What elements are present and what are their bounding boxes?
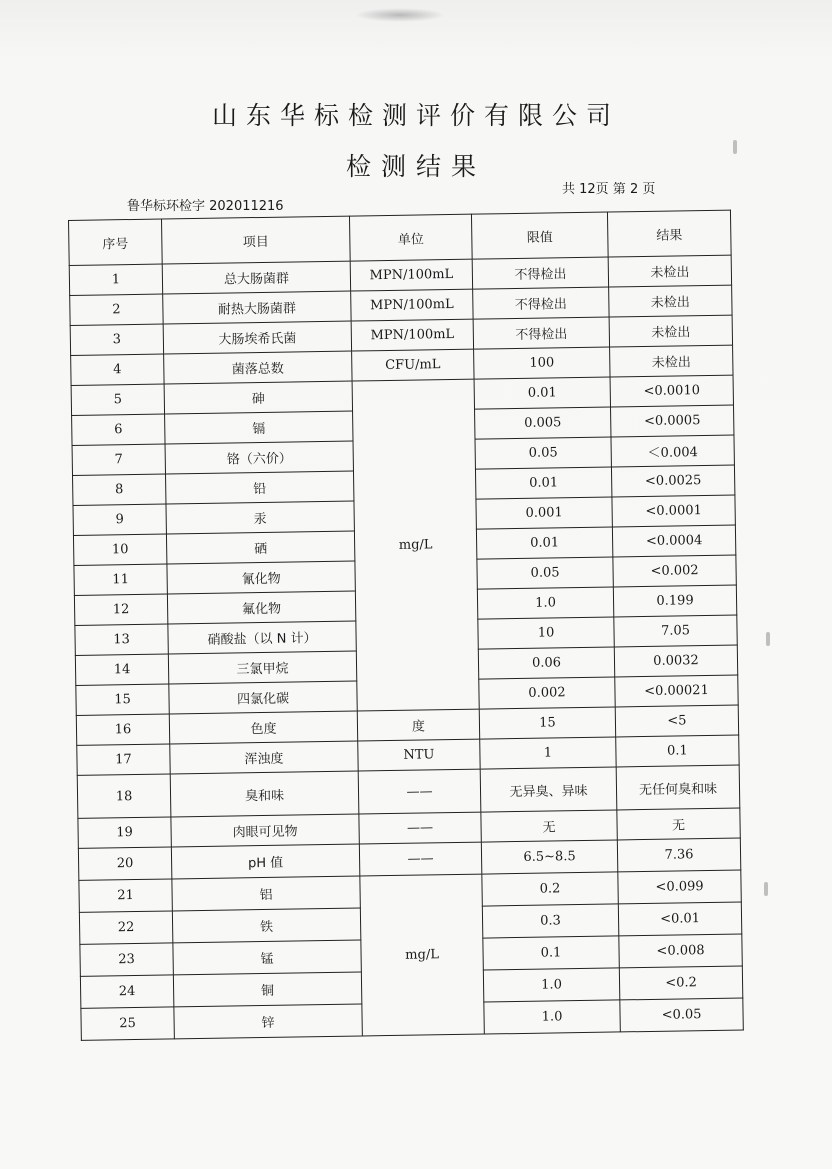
row-result: <0.2 (619, 966, 742, 1000)
row-index: 20 (78, 847, 171, 880)
row-result: 0.0032 (614, 645, 737, 677)
row-limit: 无异臭、异味 (480, 767, 617, 812)
scan-mark (764, 882, 768, 896)
row-result: ＜0.004 (611, 435, 734, 467)
row-index: 1 (69, 264, 162, 295)
row-item: 肉眼可见物 (171, 814, 359, 847)
row-result: <0.0005 (611, 405, 734, 437)
scan-smudge (355, 8, 445, 22)
column-header-unit: 单位 (349, 214, 472, 261)
row-limit: 0.1 (483, 936, 619, 970)
row-index: 3 (70, 324, 163, 355)
results-table-wrapper (68, 210, 744, 1041)
column-header-limit: 限值 (471, 212, 608, 259)
row-result: 未检出 (609, 315, 732, 347)
column-header-item: 项目 (161, 216, 350, 264)
row-unit: MPN/100mL (350, 259, 472, 291)
row-item: 镉 (165, 411, 353, 444)
row-result: 无任何臭和味 (616, 765, 740, 810)
row-limit: 1.0 (484, 1000, 620, 1034)
row-item: 色度 (169, 711, 357, 744)
row-unit-merged: mg/L (360, 874, 484, 1036)
row-result: 未检出 (608, 255, 731, 287)
row-result: 7.36 (617, 838, 740, 872)
row-result: <0.0001 (612, 495, 735, 527)
row-item: 三氯甲烷 (168, 651, 356, 684)
row-limit: 0.01 (475, 467, 611, 499)
row-index: 12 (74, 594, 167, 625)
column-header-index: 序号 (69, 219, 163, 265)
row-result: <5 (615, 705, 738, 737)
row-item: pH 值 (171, 844, 359, 879)
row-unit: —— (359, 842, 481, 876)
row-result: 无 (617, 808, 740, 840)
row-limit: 100 (474, 347, 610, 379)
row-item: 总大肠菌群 (162, 261, 350, 294)
row-item: 锌 (174, 1004, 362, 1039)
row-index: 16 (76, 714, 169, 745)
row-item: 硝酸盐（以 N 计） (168, 621, 356, 654)
row-result: <0.099 (618, 870, 741, 904)
row-result: <0.0010 (610, 375, 733, 407)
row-limit: 不得检出 (473, 287, 609, 319)
row-limit: 0.002 (479, 677, 615, 709)
row-item: 砷 (164, 381, 352, 414)
row-limit: 0.001 (476, 497, 612, 529)
column-header-result: 结果 (607, 210, 731, 257)
row-index: 6 (72, 414, 165, 445)
row-index: 4 (71, 354, 164, 385)
row-limit: 10 (478, 617, 614, 649)
row-result: 未检出 (609, 285, 732, 317)
row-item: 硒 (166, 531, 354, 564)
row-item: 铝 (172, 876, 360, 911)
row-item: 铬（六价） (165, 441, 353, 474)
row-result: 未检出 (610, 345, 733, 377)
row-result: <0.002 (613, 555, 736, 587)
row-index: 9 (73, 504, 166, 535)
row-index: 11 (74, 564, 167, 595)
row-limit: 0.005 (475, 407, 611, 439)
results-table (68, 210, 744, 1041)
row-result: <0.01 (618, 902, 741, 936)
row-item: 四氯化碳 (169, 681, 357, 714)
row-item: 汞 (166, 501, 354, 534)
row-result: <0.0004 (612, 525, 735, 557)
document-title: 检测结果 (345, 152, 486, 181)
row-index: 14 (75, 654, 168, 685)
row-result: 0.1 (616, 735, 739, 767)
row-item: 铁 (172, 908, 360, 943)
row-index: 8 (73, 474, 166, 505)
row-limit: 0.01 (476, 527, 612, 559)
row-unit: NTU (358, 739, 480, 771)
row-limit: 无 (481, 810, 617, 842)
row-item: 臭和味 (170, 771, 359, 817)
row-item: 氟化物 (167, 591, 355, 624)
row-limit: 0.05 (477, 557, 613, 589)
row-index: 5 (71, 384, 164, 415)
report-number: 鲁华标环检字 202011216 (127, 199, 284, 214)
row-item: 氰化物 (167, 561, 355, 594)
row-index: 25 (81, 1007, 174, 1040)
row-result: 0.199 (613, 585, 736, 617)
row-unit: —— (359, 812, 481, 844)
row-limit: 0.06 (478, 647, 614, 679)
row-result: <0.05 (620, 998, 743, 1032)
row-limit: 1.0 (483, 968, 619, 1002)
table-body (69, 255, 743, 1040)
row-index: 7 (72, 444, 165, 475)
row-limit: 0.3 (482, 904, 618, 938)
row-unit: 度 (357, 709, 479, 741)
row-limit: 1.0 (477, 587, 613, 619)
row-limit: 不得检出 (473, 317, 609, 349)
row-unit: MPN/100mL (351, 289, 473, 321)
row-item: 铅 (166, 471, 354, 504)
company-name: 山东华标检测评价有限公司 (211, 101, 620, 130)
row-unit: MPN/100mL (351, 319, 473, 351)
row-result: 7.05 (614, 615, 737, 647)
row-unit: —— (358, 769, 481, 814)
row-index: 23 (80, 943, 173, 976)
row-limit: 6.5~8.5 (481, 840, 617, 874)
row-index: 13 (75, 624, 168, 655)
row-unit-merged: mg/L (352, 379, 479, 711)
row-result: <0.008 (619, 934, 742, 968)
row-index: 15 (76, 684, 169, 715)
row-index: 19 (78, 817, 171, 848)
page-counter: 共 12页 第 2 页 (562, 182, 656, 197)
row-limit: 15 (479, 707, 615, 739)
row-limit: 不得检出 (472, 257, 608, 289)
row-result: <0.0025 (611, 465, 734, 497)
row-limit: 0.01 (474, 377, 610, 409)
row-limit: 1 (480, 737, 616, 769)
row-index: 21 (79, 879, 172, 912)
row-item: 浑浊度 (170, 741, 358, 774)
row-index: 17 (77, 744, 170, 775)
row-limit: 0.05 (475, 437, 611, 469)
scan-mark (766, 632, 770, 646)
row-index: 22 (79, 911, 172, 944)
row-index: 24 (80, 975, 173, 1008)
row-item: 菌落总数 (164, 351, 352, 384)
row-unit: CFU/mL (352, 349, 474, 381)
row-result: <0.00021 (615, 675, 738, 707)
row-limit: 0.2 (482, 872, 618, 906)
row-item: 锰 (173, 940, 361, 975)
row-index: 18 (77, 774, 171, 818)
row-item: 铜 (173, 972, 361, 1007)
row-item: 大肠埃希氏菌 (163, 321, 351, 354)
row-index: 2 (70, 294, 163, 325)
row-index: 10 (73, 534, 166, 565)
row-item: 耐热大肠菌群 (163, 291, 351, 324)
